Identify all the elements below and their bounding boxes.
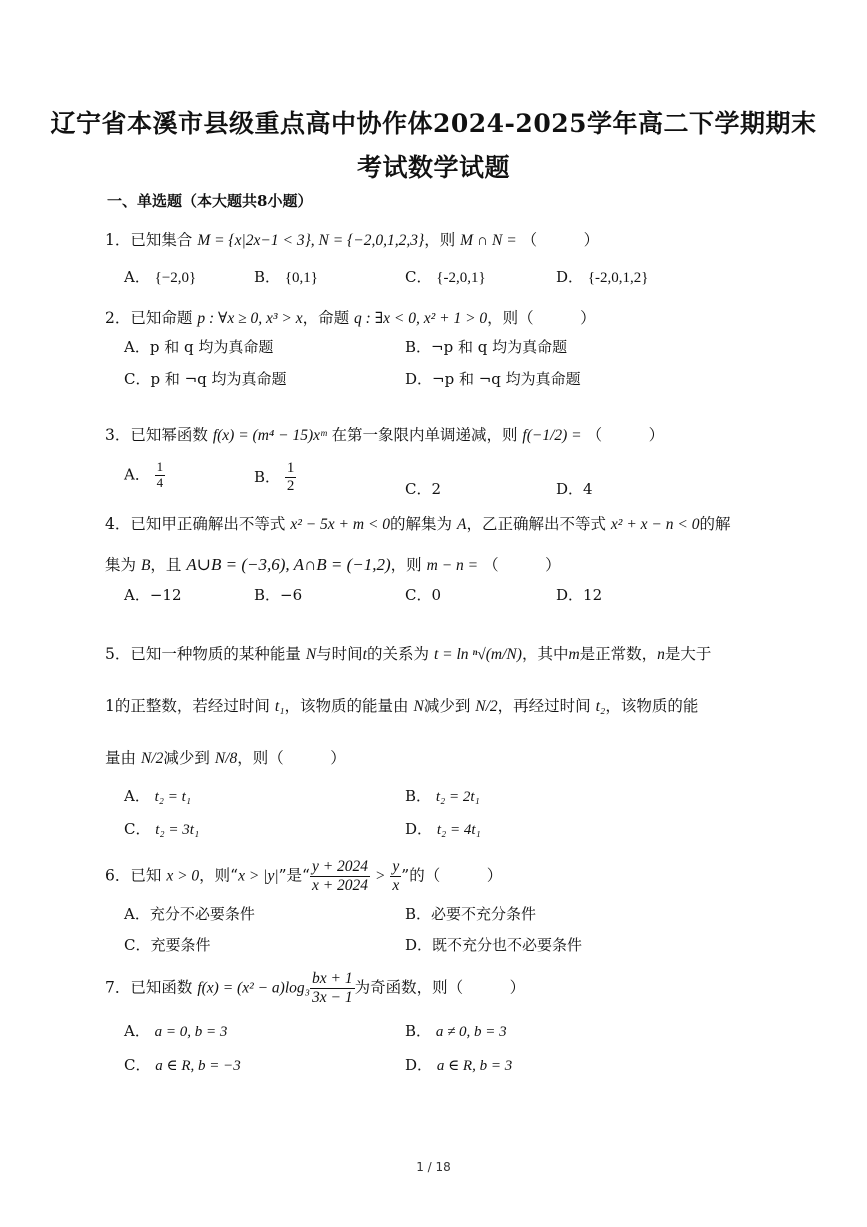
q5-option-a-value: t₂ = t₁: [154, 789, 192, 805]
q5-text-m: 减少到: [163, 749, 210, 767]
q7-fraction-denominator: 3x − 1: [312, 988, 353, 1006]
q2-mid: ，命题: [302, 309, 350, 327]
q4-text-c: ，乙正确解出不等式: [466, 515, 606, 533]
q4-option-a: A．−12: [124, 586, 182, 604]
q5-formula: t = ln ⁿ√(m/N): [433, 646, 522, 663]
q1-suffix: ，则: [424, 231, 456, 249]
q6-fraction-left-denominator: x + 2024: [311, 876, 369, 894]
q7-fraction-numerator: bx + 1: [312, 970, 353, 987]
q1-option-d-label: D．: [556, 268, 584, 286]
q2-option-c: C．p 和 ¬q 均为真命题: [124, 370, 287, 388]
q5-symbol-t1: t₁: [274, 698, 285, 715]
q4-set-b: B: [140, 557, 151, 574]
q5-symbol-t2: t₂: [595, 698, 606, 715]
q3-option-a-fraction: [155, 460, 166, 491]
q6-mid-2: ”是“: [278, 866, 310, 885]
q7-option-a-label: A．: [124, 1022, 150, 1040]
q1-option-b-label: B．: [254, 268, 281, 286]
q6-option-b: B．必要不充分条件: [405, 905, 537, 923]
q3-option-b-denominator: 2: [286, 478, 295, 495]
q3-option-a: [124, 460, 165, 491]
question-3: [105, 423, 664, 445]
q4-text-d: 的解: [699, 515, 731, 533]
q4-inequality-1: x² − 5x + m < 0: [290, 516, 391, 533]
q7-prefix: 7．已知函数: [105, 978, 193, 997]
q6-fraction-right-numerator: y: [392, 858, 400, 875]
q5-symbol-t: t: [362, 646, 367, 663]
q1-option-b-value: {0,1}: [284, 270, 318, 286]
section-heading: 一、单选题（本大题共8小题）: [107, 192, 313, 210]
q4-option-c: C．0: [405, 586, 442, 604]
question-5-line3: [105, 746, 346, 768]
q1-math2: M ∩ N =: [460, 232, 517, 249]
q5-eighth-energy: N/8: [214, 750, 238, 767]
q3-option-c: C．2: [405, 480, 442, 498]
q2-option-a: A．p 和 q 均为真命题: [124, 338, 274, 356]
q1-option-c: [405, 266, 486, 287]
question-7: [105, 970, 525, 1007]
q5-text-f: 是大于: [664, 645, 712, 663]
q4-set-a: A: [457, 516, 467, 533]
q7-option-d-value: a ∈ R, b = 3: [436, 1058, 513, 1074]
q3-option-b-numerator: 1: [285, 460, 297, 478]
q5-text-g: 1的正整数，若经过时间: [105, 697, 270, 715]
q7-option-a-value: a = 0, b = 3: [154, 1024, 228, 1040]
q1-option-c-label: C．: [405, 268, 432, 286]
q1-option-b: [254, 266, 318, 287]
q1-option-a-label: A．: [124, 268, 150, 286]
q6-greater-than: >: [374, 867, 386, 885]
q5-option-d-label: D．: [405, 820, 433, 838]
q2-proposition-p: p : ∀x ≥ 0, x³ > x: [197, 310, 303, 327]
q6-option-d: D．既不充分也不必要条件: [405, 936, 583, 954]
q4-blank: （ ）: [483, 556, 561, 574]
q7-fraction: [310, 970, 355, 1007]
q5-half-energy-2: N/2: [140, 750, 164, 767]
exam-title-line1: 辽宁省本溪市县级重点高中协作体2024-2025学年高二下学期期末: [50, 109, 817, 138]
q5-text-i: 减少到: [423, 697, 471, 715]
q5-symbol-n: n: [657, 646, 665, 663]
q3-mid: 在第一象限内单调递减，则: [331, 426, 518, 444]
q4-text-f: ，且: [150, 556, 182, 574]
q2-prefix: 2．已知命题: [105, 309, 193, 327]
q4-text-b: 的解集为: [390, 515, 453, 533]
q7-option-b-value: a ≠ 0, b = 3: [435, 1024, 507, 1040]
q6-suffix: ”的（ ）: [401, 866, 503, 885]
q5-text-h: ，该物质的能量由: [284, 697, 409, 715]
question-5-line1: [105, 642, 711, 664]
q1-option-d: [556, 266, 648, 287]
q5-text-a: 5．已知一种物质的某种能量: [105, 645, 301, 663]
question-6: [105, 858, 502, 895]
q3-function: f(x) = (m⁴ − 15)xᵐ: [212, 427, 327, 444]
q2-proposition-q: q : ∃x < 0, x² + 1 > 0: [354, 310, 488, 327]
q2-suffix: ，则（ ）: [487, 309, 596, 327]
q7-option-d: [405, 1054, 512, 1075]
q4-condition: A∪B = (−3,6), A∩B = (−1,2): [186, 555, 391, 574]
q5-text-k: ，该物质的能: [605, 697, 699, 715]
q3-option-a-label: A．: [124, 465, 150, 484]
q5-symbol-n-energy: N: [305, 646, 317, 663]
q4-text-g: ，则: [390, 556, 422, 574]
question-4-line1: [105, 512, 730, 534]
q3-option-b-label: B．: [254, 467, 281, 486]
q5-symbol-m: m: [568, 646, 580, 663]
q1-option-d-value: {-2,0,1,2}: [587, 270, 649, 286]
q6-condition: x > 0: [166, 867, 200, 885]
q1-option-c-value: {-2,0,1}: [436, 270, 486, 286]
q3-option-a-denominator: 4: [156, 474, 164, 490]
q6-option-a: A．充分不必要条件: [124, 905, 255, 923]
q1-blank: （ ）: [521, 231, 600, 249]
q5-text-e: 是正常数，: [579, 645, 658, 663]
q3-option-d: D．4: [556, 480, 593, 498]
q5-option-c-value: t₂ = 3t₁: [155, 822, 200, 838]
q4-ask: m − n =: [426, 557, 479, 574]
q5-option-c: [124, 818, 199, 839]
q4-text-a: 4．已知甲正确解出不等式: [105, 515, 286, 533]
q4-option-d: D．12: [556, 586, 603, 604]
q5-option-b: [405, 785, 480, 806]
q2-option-d: D．¬p 和 ¬q 均为真命题: [405, 370, 581, 388]
q5-option-d-value: t₂ = 4t₁: [436, 822, 481, 838]
q5-option-c-label: C．: [124, 820, 151, 838]
q5-text-n: ，则（ ）: [237, 749, 346, 767]
q5-option-d: [405, 818, 481, 839]
q6-fraction-left-numerator: y + 2024: [311, 858, 369, 875]
q7-option-d-label: D．: [405, 1056, 433, 1074]
q6-mid-1: ，则“: [199, 866, 239, 885]
q5-text-d: ，其中: [521, 645, 569, 663]
q4-text-e: 集为: [105, 556, 137, 574]
q5-text-j: ，再经过时间: [497, 697, 591, 715]
q4-option-b: B．−6: [254, 586, 303, 604]
q3-option-b: [254, 460, 296, 496]
q7-option-c: [124, 1054, 241, 1075]
page-number: 1 / 18: [416, 1160, 451, 1174]
q5-text-b: 与时间: [316, 645, 363, 663]
q6-option-c: C．充要条件: [124, 936, 211, 954]
q7-option-c-label: C．: [124, 1056, 151, 1074]
q5-option-b-label: B．: [405, 787, 432, 805]
q6-fraction-right-denominator: x: [392, 876, 400, 894]
q5-text-l: 量由: [105, 749, 137, 767]
q6-prefix: 6．已知: [105, 866, 162, 885]
q2-option-b: B．¬p 和 q 均为真命题: [405, 338, 568, 356]
q5-half-energy: N/2: [475, 698, 498, 715]
q7-option-b-label: B．: [405, 1022, 432, 1040]
q1-prefix: 1．已知集合: [105, 231, 193, 249]
q3-prefix: 3．已知幂函数: [105, 426, 208, 444]
q1-option-a: [124, 266, 196, 287]
q3-blank: （ ）: [586, 426, 665, 444]
q7-option-a: [124, 1020, 227, 1041]
q1-math: M = {x|2x−1 < 3}, N = {−2,0,1,2,3}: [197, 232, 425, 249]
q7-option-b: [405, 1020, 507, 1041]
q3-ask: f(−1/2) =: [522, 427, 582, 444]
q6-fraction-right: [390, 858, 401, 895]
q3-option-a-numerator: 1: [156, 459, 164, 474]
q7-function: f(x) = (x² − a)log₃: [197, 979, 311, 997]
q6-statement-p: x > |y|: [238, 867, 279, 885]
exam-title-line2: 考试数学试题: [356, 153, 510, 182]
q5-option-a: [124, 785, 191, 806]
q1-option-a-value: {−2,0}: [154, 270, 197, 286]
q6-fraction-left: [310, 858, 370, 895]
q3-option-b-fraction: [285, 460, 297, 496]
question-5-line2: [105, 694, 698, 716]
q7-option-c-value: a ∈ R, b = −3: [155, 1058, 241, 1074]
q5-symbol-n-2: N: [413, 698, 424, 715]
q5-text-c: 的关系为: [366, 645, 429, 663]
question-2: [105, 306, 596, 328]
q5-option-a-label: A．: [124, 787, 150, 805]
q5-option-b-value: t₂ = 2t₁: [435, 789, 480, 805]
q4-inequality-2: x² + x − n < 0: [610, 516, 700, 533]
question-4-line2: [105, 553, 561, 575]
q7-suffix: 为奇函数，则（ ）: [354, 978, 526, 997]
question-1: [105, 228, 599, 250]
